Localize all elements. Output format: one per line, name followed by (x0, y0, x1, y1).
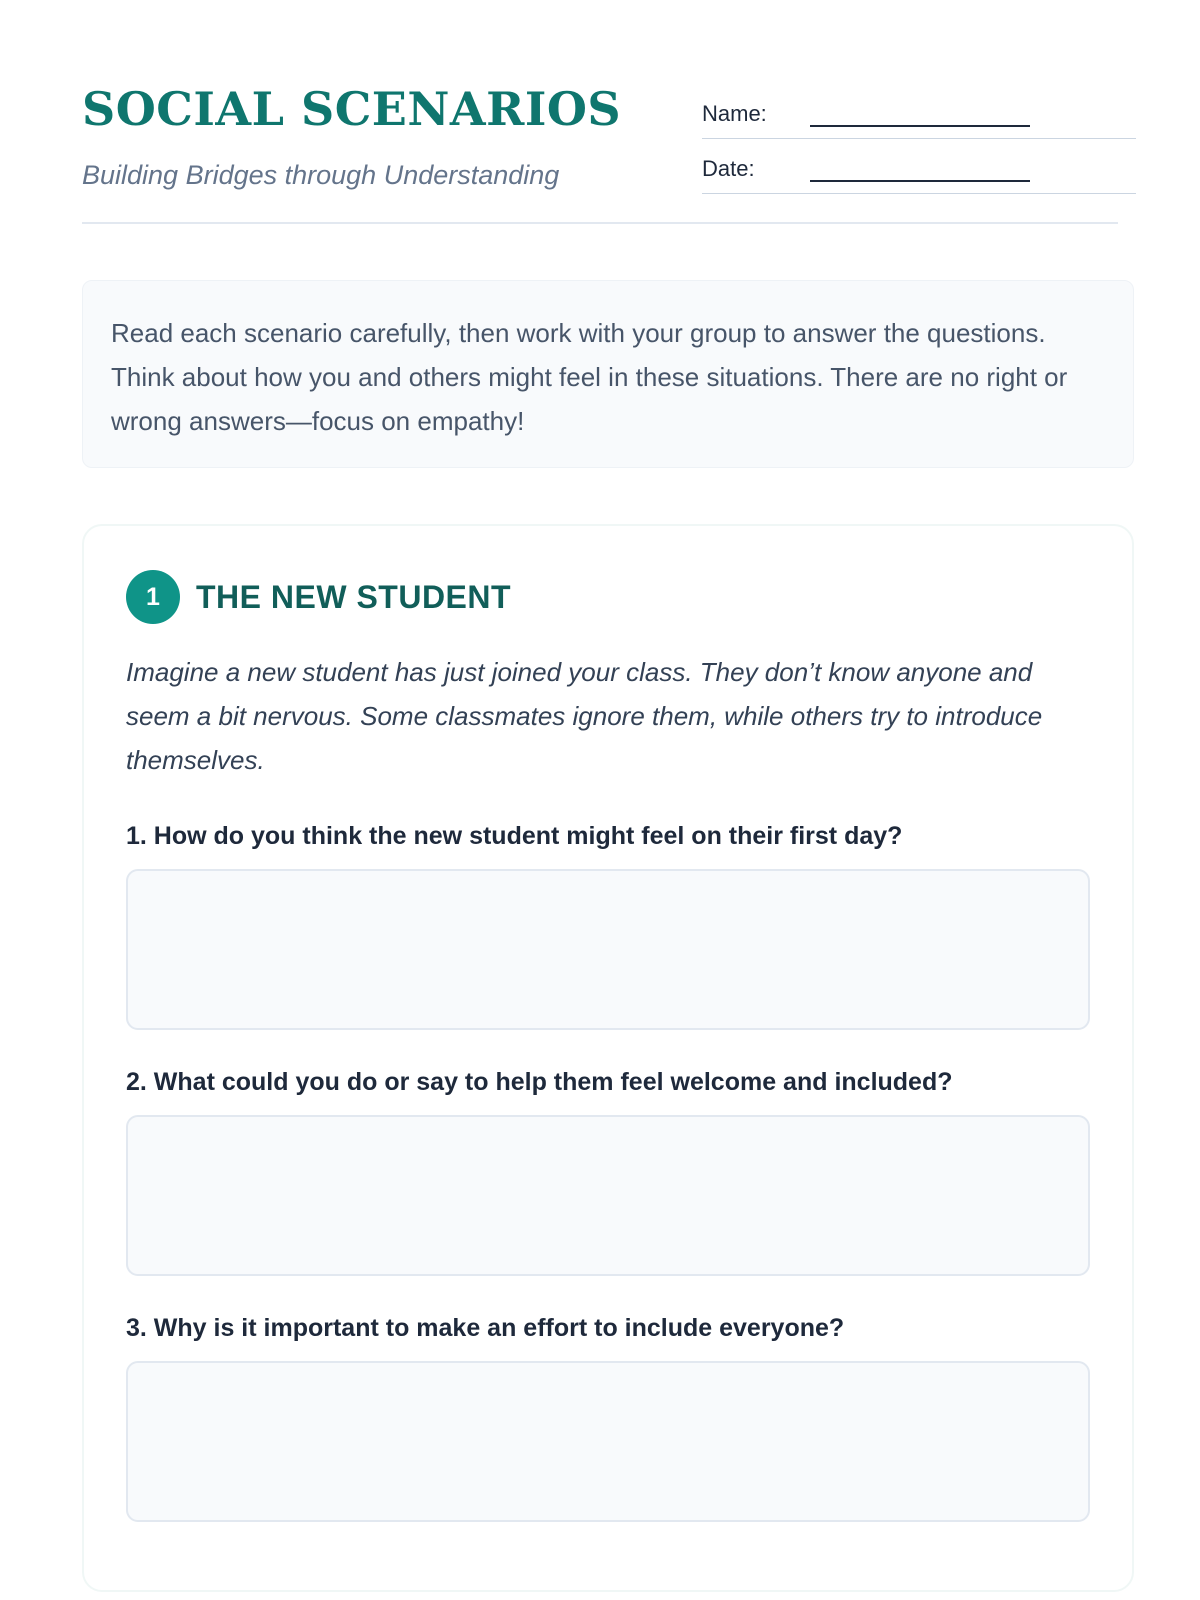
date-field-row (702, 145, 1136, 194)
scenario-number-badge: 1 (126, 570, 180, 624)
name-field[interactable] (810, 105, 1030, 127)
answer-box-1[interactable] (126, 869, 1090, 1030)
student-info-fields (702, 90, 1136, 200)
scenario-header (126, 570, 1090, 624)
instructions-box (82, 280, 1134, 468)
scenario-description: Imagine a new student has just joined your class. They don’t know anyone and seem a bit nervous. Some classmates ignore them, while others try to introduce themselves. (126, 657, 1043, 775)
date-field[interactable] (810, 160, 1030, 182)
page-title: SOCIAL SCENARIOS (82, 82, 622, 136)
page-subtitle: Building Bridges through Understanding (82, 160, 560, 190)
answer-box-2[interactable] (126, 1115, 1090, 1276)
question-1: 1. How do you think the new student might feel on their first day? (126, 822, 903, 850)
instructions-text: Read each scenario carefully, then work with your group to answer the questions. Think about how you and others might feel in these situations. There are no right or wrong answers—focus on empathy! (111, 318, 1068, 436)
question-3: 3. Why is it important to make an effort to include everyone? (126, 1314, 845, 1342)
worksheet-header (82, 0, 1118, 224)
scenario-title: THE NEW STUDENT (196, 578, 512, 615)
date-label: Date: (702, 156, 755, 181)
scenario-card (82, 524, 1134, 1592)
question-2: 2. What could you do or say to help them feel welcome and included? (126, 1068, 953, 1096)
answer-box-3[interactable] (126, 1361, 1090, 1522)
name-field-row (702, 90, 1136, 139)
name-label: Name: (702, 101, 767, 126)
